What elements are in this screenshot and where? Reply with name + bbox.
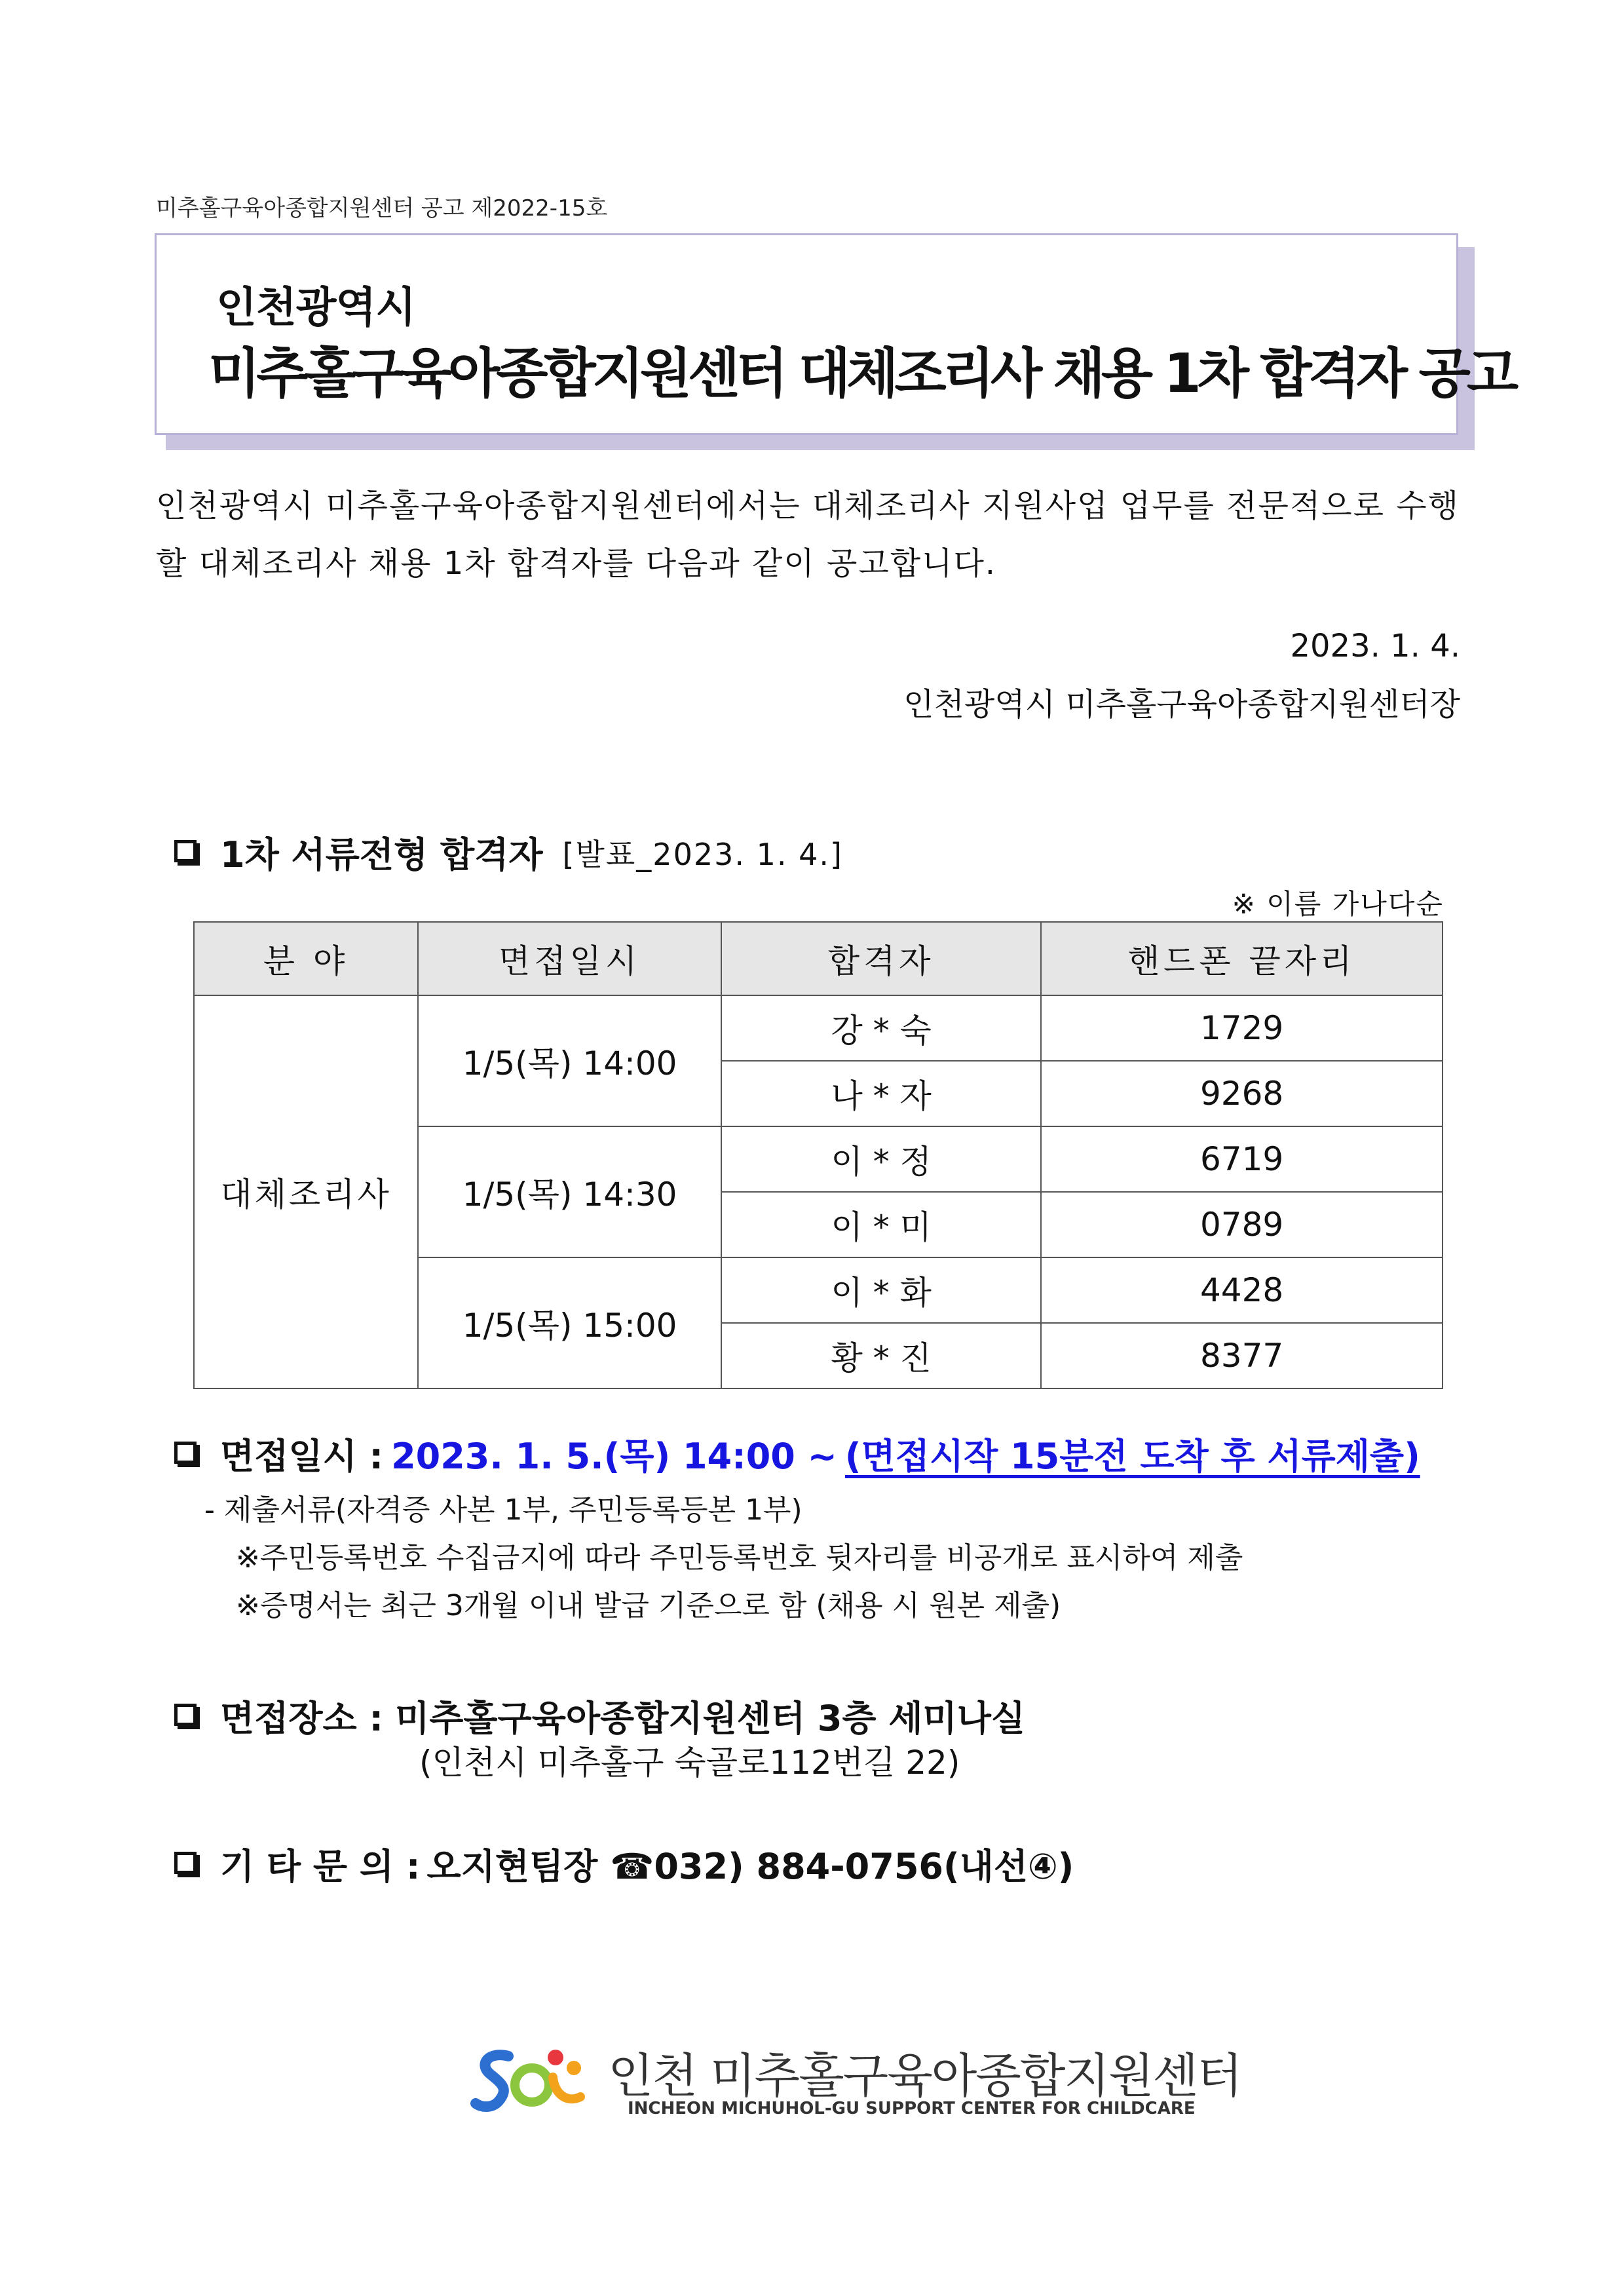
results-table [193, 921, 1443, 1389]
interview-time-label: 면접일시 : [220, 1436, 384, 1477]
contact-info: 오지현팀장 ☎032) 884-0756(내선④) [426, 1846, 1074, 1887]
phone-digits: 9268 [1041, 1061, 1443, 1126]
interview-place-label: 면접장소 : [220, 1698, 384, 1739]
time-cell: 1/5(목) 15:00 [418, 1257, 721, 1388]
time-cell: 1/5(목) 14:00 [418, 995, 721, 1126]
intro-paragraph: 인천광역시 미추홀구육아종합지원센터에서는 대체조리사 지원사업 업무를 전문적으로 수행할 대체조리사 채용 1차 합격자를 다음과 같이 공고합니다. [156, 488, 1460, 582]
arrival-note: (면접시작 15분전 도착 후 서류제출) [844, 1436, 1420, 1477]
certificate-note: ※증명서는 최근 3개월 이내 발급 기준으로 함 (채용 시 원본 제출) [236, 1589, 1061, 1622]
passer-name: 나 * 자 [721, 1061, 1041, 1126]
section-interview-place [174, 1691, 1025, 1741]
notice-number: 미추홀구육아종합지원센터 공고 제2022-15호 [156, 195, 608, 221]
header-interview-time: 면접일시 [418, 922, 721, 995]
required-documents [204, 1486, 1243, 1630]
page-title: 미추홀구육아종합지원센터 대체조리사 채용 1차 합격자 공고 [208, 343, 1515, 405]
header-field: 분 야 [194, 922, 418, 995]
passer-name: 이 * 미 [721, 1192, 1041, 1257]
field-cell: 대체조리사 [194, 995, 418, 1388]
phone-digits: 6719 [1041, 1126, 1443, 1192]
center-logo-name: 인천 미추홀구육아종합지원센터 [608, 2048, 1241, 2103]
section-interview-time [174, 1428, 1420, 1479]
section-contact [174, 1839, 1074, 1889]
issuer: 인천광역시 미추홀구육아종합지원센터장 [903, 686, 1460, 723]
title-sub: 인천광역시 [216, 284, 416, 332]
time-cell: 1/5(목) 14:30 [418, 1126, 721, 1257]
documents-line: - 제출서류(자격증 사본 1부, 주민등록등본 1부) [204, 1493, 803, 1527]
phone-digits: 0789 [1041, 1192, 1443, 1257]
passer-name: 이 * 화 [721, 1257, 1041, 1323]
passer-name: 황 * 진 [721, 1323, 1041, 1388]
header-phone: 핸드폰 끝자리 [1041, 922, 1443, 995]
checkbox-bullet-icon [174, 1704, 197, 1726]
checkbox-bullet-icon [174, 1442, 197, 1464]
checkbox-bullet-icon [174, 1852, 197, 1874]
center-logo-icon [469, 2038, 594, 2116]
table-row [194, 995, 1443, 1061]
announce-date: [발표_2023. 1. 4.] [562, 836, 843, 872]
resident-number-note: ※주민등록번호 수집금지에 따라 주민등록번호 뒷자리를 비공개로 표시하여 제출 [236, 1541, 1243, 1575]
phone-digits: 1729 [1041, 995, 1443, 1061]
table-header-row [194, 922, 1443, 995]
interview-address: (인천시 미추홀구 숙골로112번길 22) [419, 1744, 960, 1782]
passer-name: 이 * 정 [721, 1126, 1041, 1192]
checkbox-bullet-icon [174, 840, 197, 862]
interview-place: 미추홀구육아종합지원센터 3층 세미나실 [395, 1698, 1026, 1739]
contact-label: 기 타 문 의 : [220, 1846, 421, 1887]
header-passer: 합격자 [721, 922, 1041, 995]
phone-digits: 8377 [1041, 1323, 1443, 1388]
section-passers-heading: 1차 서류전형 합격자 [220, 834, 543, 875]
sort-note: ※ 이름 가나다순 [1232, 888, 1444, 920]
phone-digits: 4428 [1041, 1257, 1443, 1323]
passer-name: 강 * 숙 [721, 995, 1041, 1061]
interview-datetime: 2023. 1. 5.(목) 14:00 ~ [391, 1436, 837, 1477]
notice-date: 2023. 1. 4. [1290, 628, 1460, 664]
section-passers [174, 827, 843, 877]
center-logo-english: INCHEON MICHUHOL-GU SUPPORT CENTER FOR CHILDCARE [628, 2099, 1196, 2118]
